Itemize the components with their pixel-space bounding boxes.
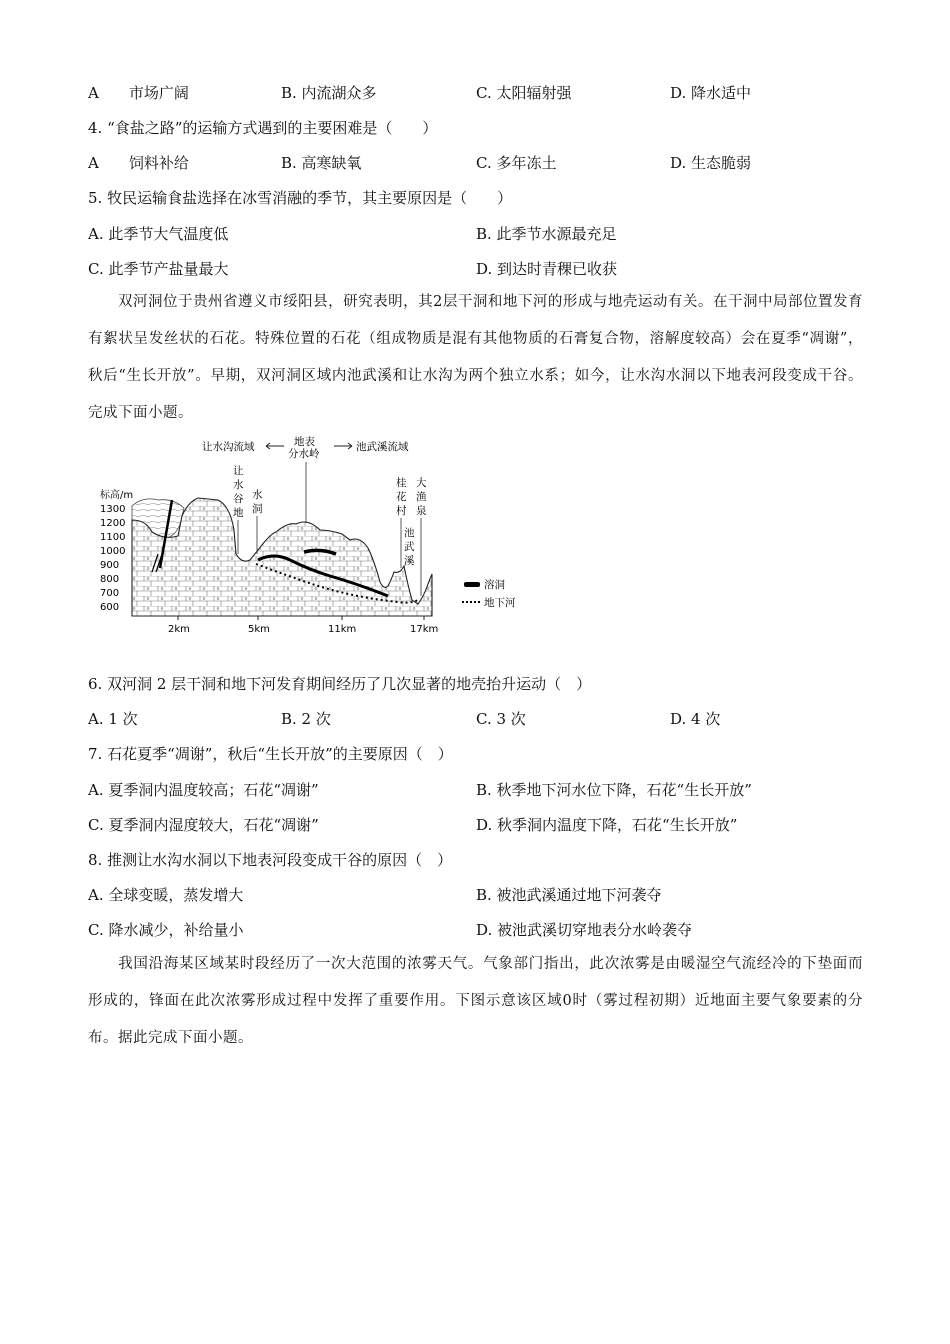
q3-option-d: D. 降水适中 <box>670 84 752 102</box>
label-chiwu-stream <box>404 526 415 567</box>
svg-text:水: 水 <box>252 489 263 501</box>
q4-stem: 4. “食盐之路”的运输方式遇到的主要困难是（ ） <box>88 119 438 137</box>
right-arrow-icon <box>334 443 352 449</box>
left-arrow-icon <box>266 443 284 449</box>
svg-text:渔: 渔 <box>416 491 427 503</box>
svg-text:溪: 溪 <box>404 555 415 567</box>
label-water-cave <box>252 488 263 515</box>
svg-text:武: 武 <box>404 541 415 553</box>
passage-fog-text: 我国沿海某区域某时段经历了一次大范围的浓雾天气。气象部门指出，此次浓雾是由暖湿空气流经冷的下垫面而形成的，锋面在此次浓雾形成过程中发挥了重要作用。下图示意该区域0时（雾过程初期）近地面主要气象要素的分布。据此完成下面小题。 <box>88 956 863 1046</box>
x-tick: 17km <box>410 624 439 635</box>
q5-option-a: A. 此季节大气温度低 <box>88 225 229 243</box>
label-rangshui-valley <box>233 464 244 519</box>
y-tick: 600 <box>100 602 120 613</box>
svg-text:洞: 洞 <box>252 503 263 515</box>
q7-option-c: C. 夏季洞内湿度较大，石花“凋谢” <box>88 816 319 834</box>
legend-cave-label: 溶洞 <box>484 579 505 591</box>
passage-coastal-fog <box>88 946 863 1057</box>
x-axis-ticks <box>168 616 438 635</box>
legend-cave-swatch <box>464 582 480 587</box>
label-rangshuigou-basin: 让水沟流域 <box>202 441 255 453</box>
q3-option-a: A 市场广阔 <box>88 84 189 102</box>
q7-option-d: D. 秋季洞内温度下降，石花“生长开放” <box>476 816 738 834</box>
passage-shuanghe-cave <box>88 284 863 432</box>
svg-text:地: 地 <box>233 507 244 519</box>
svg-text:大: 大 <box>416 477 427 489</box>
q8-option-b: B. 被池武溪通过地下河袭夺 <box>476 886 662 904</box>
q6-option-c: C. 3 次 <box>476 710 526 728</box>
passage-shuanghe-text: 双河洞位于贵州省遵义市绥阳县，研究表明，其2层干洞和地下河的形成与地壳运动有关。在干洞中局部位置发育有絮状呈发丝状的石花。特殊位置的石花（组成物质是混有其他物质的石膏复合物，溶解度较高）会在夏季“凋谢”，秋后“生长开放”。早期，双河洞区域内池武溪和让水沟为两个独立水系；如今，让水沟水洞以下地表河段变成干谷。完成下面小题。 <box>88 294 863 421</box>
q5-stem: 5. 牧民运输食盐选择在冰雪消融的季节，其主要原因是（ ） <box>88 189 513 207</box>
q4-option-a: A 饲料补给 <box>88 154 189 172</box>
q7-option-b: B. 秋季地下河水位下降，石花“生长开放” <box>476 781 752 799</box>
x-tick: 2km <box>168 624 190 635</box>
q6-stem: 6. 双河洞 2 层干洞和地下河发育期间经历了几次显著的地壳抬升运动（ ） <box>88 675 592 693</box>
q8-option-a: A. 全球变暖，蒸发增大 <box>88 886 244 904</box>
y-tick: 800 <box>100 574 120 585</box>
q6-option-d: D. 4 次 <box>670 710 721 728</box>
svg-text:谷: 谷 <box>233 493 244 505</box>
label-chiwuxi-basin: 池武溪流域 <box>356 441 409 453</box>
q5-option-d: D. 到达时青稞已收获 <box>476 260 618 278</box>
q6-option-a: A. 1 次 <box>88 710 138 728</box>
y-axis-ticks <box>100 504 125 613</box>
label-guihua-village <box>396 476 407 517</box>
q8-option-d: D. 被池武溪切穿地表分水岭袭夺 <box>476 921 693 939</box>
svg-text:泉: 泉 <box>416 505 427 517</box>
svg-text:让: 让 <box>233 465 244 477</box>
x-tick: 5km <box>248 624 270 635</box>
q4-option-c: C. 多年冻土 <box>476 154 557 172</box>
q8-stem: 8. 推测让水沟水洞以下地表河段变成干谷的原因（ ） <box>88 851 453 869</box>
svg-text:花: 花 <box>396 491 407 503</box>
q7-option-a: A. 夏季洞内温度较高；石花“凋谢” <box>88 781 319 799</box>
cave-cross-section-figure <box>98 436 528 640</box>
y-axis-title: 标高/m <box>100 490 134 501</box>
q3-option-c: C. 太阳辐射强 <box>476 84 572 102</box>
q3-option-b: B. 内流湖众多 <box>281 84 377 102</box>
y-tick: 1100 <box>100 532 126 543</box>
x-tick: 11km <box>328 624 357 635</box>
legend-river-label: 地下河 <box>484 597 516 609</box>
y-tick: 700 <box>100 588 120 599</box>
q4-option-b: B. 高寒缺氧 <box>281 154 362 172</box>
svg-text:桂: 桂 <box>396 477 407 489</box>
label-dayu-spring <box>416 476 427 517</box>
svg-text:池: 池 <box>404 527 415 539</box>
y-tick: 900 <box>100 560 120 571</box>
label-divide-line1: 地表 <box>294 436 315 448</box>
y-tick: 1300 <box>100 504 126 515</box>
svg-text:水: 水 <box>233 479 244 491</box>
q4-option-d: D. 生态脆弱 <box>670 154 752 172</box>
y-tick: 1000 <box>100 546 126 557</box>
q5-option-b: B. 此季节水源最充足 <box>476 225 617 243</box>
q6-option-b: B. 2 次 <box>281 710 331 728</box>
q8-option-c: C. 降水减少，补给量小 <box>88 921 244 939</box>
q5-option-c: C. 此季节产盐量最大 <box>88 260 229 278</box>
q7-stem: 7. 石花夏季“凋谢”，秋后“生长开放”的主要原因（ ） <box>88 745 453 763</box>
svg-text:村: 村 <box>396 505 407 517</box>
y-tick: 1200 <box>100 518 126 529</box>
label-divide-line2: 分水岭 <box>288 448 320 460</box>
